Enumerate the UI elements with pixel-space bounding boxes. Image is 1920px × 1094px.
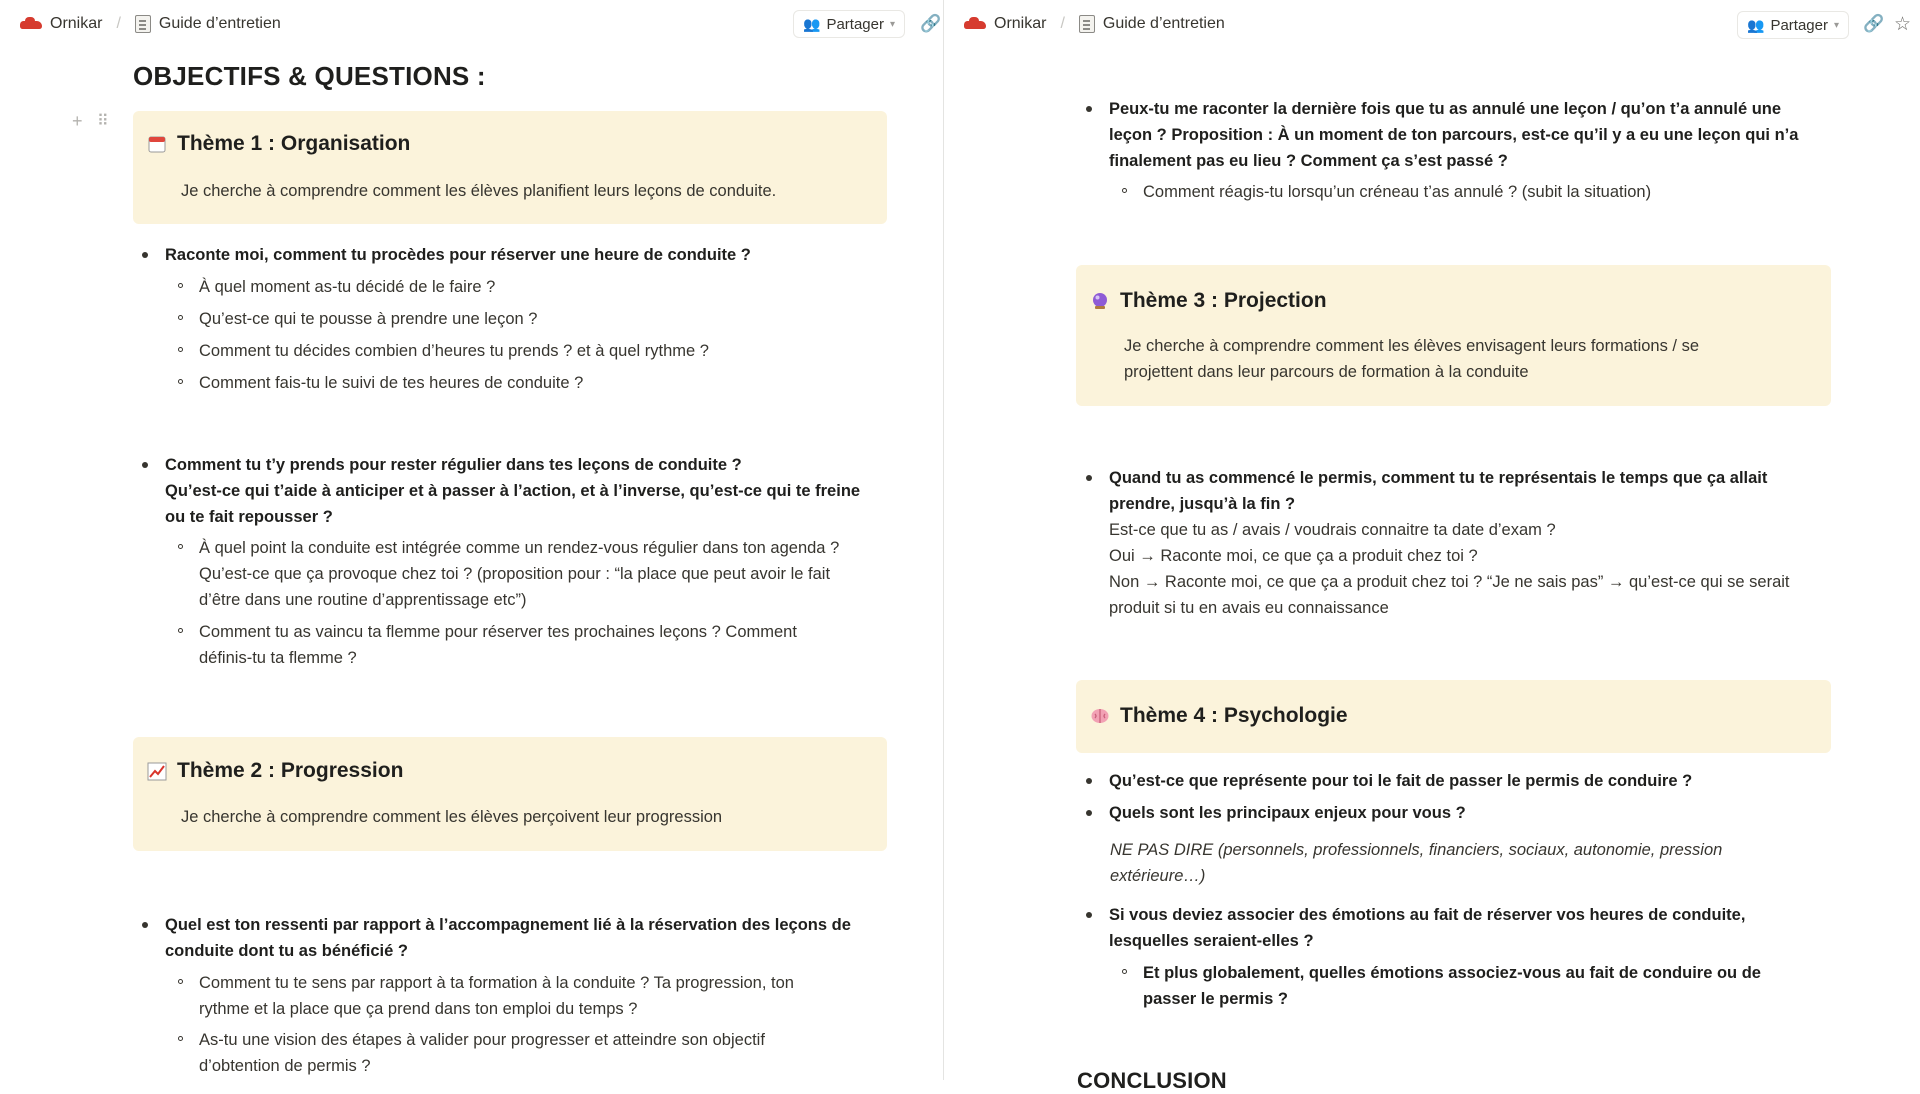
conclusion-heading: CONCLUSION [1077, 1068, 1227, 1093]
link-icon[interactable]: 🔗 [1863, 14, 1885, 33]
question-1-sub-4: Comment fais-tu le suivi de tes heures de conduite ? [199, 370, 583, 396]
description-line: Je cherche à comprendre comment les élèves envisagent leurs formations / se [1124, 337, 1700, 355]
sub-line: définis-tu ta flemme ? [199, 649, 357, 667]
question-3-sub-2 [199, 1027, 765, 1079]
breadcrumb [20, 15, 281, 33]
car-icon [20, 17, 42, 31]
top-bar [944, 0, 1920, 48]
chart-increasing-icon [147, 761, 167, 781]
callout-theme-2 [133, 737, 887, 851]
question-5-detail: Oui → Raconte moi, ce que ça a produit chez toi ? [1109, 547, 1478, 565]
facilitator-note [1110, 837, 1722, 889]
callout-title [147, 759, 403, 783]
breadcrumb [964, 15, 1225, 33]
question-1-sub-2: Qu’est-ce qui te pousse à prendre une leçon ? [199, 306, 537, 332]
question-2-line: ou te fait repousser ? [165, 508, 333, 526]
people-icon: 👥 [1747, 16, 1765, 33]
question-5-detail: Non → Raconte moi, ce que ça a produit chez toi ? “Je ne sais pas” → qu’est-ce qui se serait [1109, 573, 1790, 591]
breadcrumb-separator: / [116, 15, 121, 32]
theme-1-title: Thème 1 : Organisation [177, 132, 411, 155]
theme-4-title: Thème 4 : Psychologie [1120, 704, 1348, 727]
drag-handle-icon[interactable]: ⠿ [97, 113, 109, 130]
share-button[interactable] [1737, 11, 1849, 39]
question-7: Quels sont les principaux enjeux pour vous ? [1109, 800, 1466, 826]
question-2-sub-2 [199, 619, 797, 671]
chevron-down-icon: ▾ [889, 18, 896, 30]
link-icon[interactable]: 🔗 [920, 14, 942, 33]
question-4 [1109, 96, 1798, 174]
breadcrumb-app[interactable]: Ornikar [50, 15, 103, 32]
question-3-sub-1 [199, 970, 794, 1022]
question-8-sub [1143, 960, 1761, 1012]
top-bar [0, 0, 943, 48]
car-icon [964, 17, 986, 31]
description-line: projettent dans leur parcours de formation à la conduite [1124, 363, 1529, 381]
callout-theme-1 [133, 111, 887, 224]
callout-theme-3 [1076, 265, 1831, 406]
breadcrumb-page[interactable]: Guide d’entretien [1102, 15, 1225, 32]
sub-line: passer le permis ? [1143, 990, 1288, 1008]
question-5-line: prendre, jusqu’à la fin ? [1109, 495, 1296, 513]
question-8-line: Si vous deviez associer des émotions au fait de réserver vos heures de conduite, [1109, 906, 1746, 924]
sub-line: Qu’est-ce que ça provoque chez toi ? (proposition pour : “la place que peut avoir le fait [199, 565, 831, 583]
question-3 [165, 912, 851, 964]
share-button[interactable] [793, 10, 905, 38]
callout-title [1090, 289, 1327, 313]
document-icon [135, 15, 151, 33]
left-document-pane [0, 0, 944, 1080]
breadcrumb-page[interactable]: Guide d’entretien [158, 15, 281, 32]
sub-line: Et plus globalement, quelles émotions associez-vous au fait de conduire ou de [1143, 964, 1761, 982]
sub-line: d’obtention de permis ? [199, 1057, 371, 1075]
question-5 [1109, 465, 1790, 621]
crystal-ball-icon [1090, 291, 1110, 311]
page-heading: OBJECTIFS & QUESTIONS : [133, 61, 486, 91]
question-8-line: lesquelles seraient-elles ? [1109, 932, 1314, 950]
callout-title [147, 132, 410, 156]
theme-2-title: Thème 2 : Progression [177, 759, 404, 782]
right-document-pane [944, 0, 1920, 1093]
sub-line: d’être dans une routine d’apprentissage etc”) [199, 591, 527, 609]
note-line: extérieure…) [1110, 867, 1206, 885]
question-3-line: Quel est ton ressenti par rapport à l’accompagnement lié à la réservation des leçons de [165, 916, 851, 934]
sub-line: rythme et la place que ça prend dans ton emploi du temps ? [199, 1000, 638, 1018]
question-1-sub-1: À quel moment as-tu décidé de le faire ? [199, 274, 495, 300]
sub-line: As-tu une vision des étapes à valider pour progresser et atteindre son objectif [199, 1031, 765, 1049]
question-5-detail: Est-ce que tu as / avais / voudrais connaitre ta date d’exam ? [1109, 521, 1556, 539]
question-8 [1109, 902, 1745, 954]
calendar-icon [147, 134, 167, 154]
breadcrumb-separator: / [1060, 15, 1065, 32]
star-icon[interactable]: ☆ [1894, 14, 1912, 35]
theme-2-description: Je cherche à comprendre comment les élèves perçoivent leur progression [181, 808, 723, 826]
breadcrumb-app[interactable]: Ornikar [994, 15, 1047, 32]
brain-icon [1090, 706, 1110, 726]
sub-line: À quel point la conduite est intégrée comme un rendez-vous régulier dans ton agenda ? [199, 539, 840, 557]
theme-3-title: Thème 3 : Projection [1120, 289, 1327, 312]
question-2-line: Qu’est-ce qui t’aide à anticiper et à passer à l’action, et à l’inverse, qu’est-ce qui te freine [165, 482, 861, 500]
question-5-detail: produit si tu en avais eu connaissance [1109, 599, 1389, 617]
note-line: NE PAS DIRE (personnels, professionnels, financiers, sociaux, autonomie, pression [1110, 841, 1723, 859]
chevron-down-icon: ▾ [1833, 19, 1840, 31]
question-3-line: conduite dont tu as bénéficié ? [165, 942, 408, 960]
question-1-sub-3: Comment tu décides combien d’heures tu prends ? et à quel rythme ? [199, 338, 709, 364]
share-label: Partager [826, 15, 884, 33]
add-block-icon[interactable]: + [72, 111, 83, 131]
callout-theme-4 [1076, 680, 1831, 753]
sub-line: Comment tu as vaincu ta flemme pour réserver tes prochaines leçons ? Comment [199, 623, 797, 641]
question-4-line: finalement pas eu lieu ? Comment ça s’est passé ? [1109, 152, 1508, 170]
question-2-sub-1 [199, 535, 839, 613]
question-5-line: Quand tu as commencé le permis, comment tu te représentais le temps que ça allait [1109, 469, 1768, 487]
callout-title [1090, 704, 1348, 728]
question-2-line: Comment tu t’y prends pour rester régulier dans tes leçons de conduite ? [165, 456, 742, 474]
question-4-line: leçon ? Proposition : À un moment de ton parcours, est-ce qu’il y a eu une leçon qui n’a [1109, 126, 1799, 144]
document-icon [1079, 15, 1095, 33]
theme-1-description: Je cherche à comprendre comment les élèves planifient leurs leçons de conduite. [181, 182, 777, 200]
theme-3-description [1124, 333, 1699, 385]
question-1: Raconte moi, comment tu procèdes pour réserver une heure de conduite ? [165, 242, 751, 268]
question-4-sub: Comment réagis-tu lorsqu’un créneau t’as annulé ? (subit la situation) [1143, 179, 1651, 205]
question-4-line: Peux-tu me raconter la dernière fois que tu as annulé une leçon / qu’on t’a annulé une [1109, 100, 1782, 118]
question-6: Qu’est-ce que représente pour toi le fait de passer le permis de conduire ? [1109, 768, 1692, 794]
sub-line: Comment tu te sens par rapport à ta formation à la conduite ? Ta progression, ton [199, 974, 794, 992]
share-label: Partager [1770, 16, 1828, 34]
question-2 [165, 452, 860, 530]
people-icon: 👥 [803, 15, 821, 32]
